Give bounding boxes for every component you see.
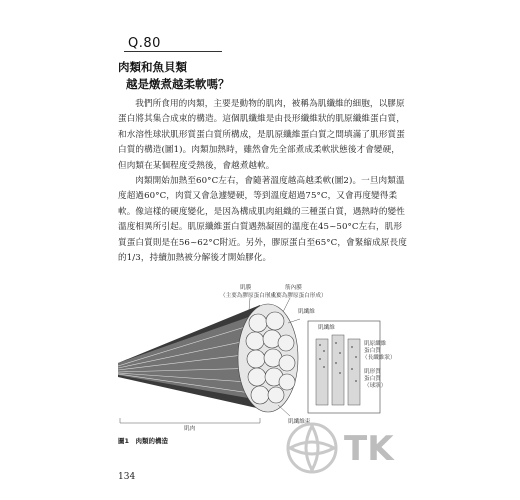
paragraph-2: 肉類開始加熱至60°C左右，會隨著溫度越高越柔軟(圖2)。一旦肉類溫度超過60°C，肉質又會急遽變硬，等到溫度超過75°C，又會再度變得柔軟。像這樣的硬度變化，是因為構成肌肉組織的三種蛋白質，遇熱時的變性溫度相異所引起。肌原纖維蛋白質遇熱凝固的溫度在45~50°C左右，肌形質蛋白質則是在56~62°C附近。另外，膠原蛋白至65°C，會緊縮成原長度的1/3，持續加熱被分解後才開始膠化。 xyxy=(118,176,407,264)
page-number: 134 xyxy=(118,472,136,482)
label-muscle: 肌肉 xyxy=(184,426,196,431)
label-bundle: 肌纖維束 xyxy=(288,419,311,425)
label-sarco-2: 蛋白質 xyxy=(364,376,381,382)
label-fiber: 肌纖維 xyxy=(298,309,315,315)
figure-caption: 圖1 肉類的構造 xyxy=(118,437,169,445)
label-membrane: 肌膜 xyxy=(240,285,252,291)
paragraph-1: 我們所食用的肉類，主要是動物的肌肉，被稱為肌纖維的細胞，以膠原蛋白將其集合成束的構造。這個肌纖維是由長形纖維狀的肌原纖維蛋白質，和水溶性球狀肌形質蛋白質所構成，是肌原纖維蛋白質之間填滿了肌形質蛋白質的構造(圖1)。肉類加熱時，雖然會先全部煮成柔軟狀態後才會變硬，但肉類在某個程度受熱後，會越煮越軟。 xyxy=(118,99,405,171)
label-myofibril-2: 蛋白質 xyxy=(364,348,381,354)
label-fiber-2: 肌纖維 xyxy=(318,325,335,331)
body-text xyxy=(118,97,408,266)
heading-line-1: 肉類和魚貝類 xyxy=(118,60,187,74)
label-membrane-sub: （主要為膠原蛋白形成） xyxy=(220,293,282,299)
tk-wordmark: TK xyxy=(344,429,394,469)
label-perimysium-sub: （主要為膠原蛋白形成） xyxy=(265,293,327,299)
label-myofibril-3: （長纖維狀） xyxy=(362,355,396,361)
heading-line-2: 越是燉煮越柔軟嗎？ xyxy=(126,77,230,91)
label-sarco: 肌形質 xyxy=(364,369,381,375)
question-rule xyxy=(124,51,222,52)
tk-emblem-icon xyxy=(288,424,336,472)
question-number: Q.80 xyxy=(128,36,161,51)
tk-watermark-logo xyxy=(284,418,404,478)
fiber-cross-section xyxy=(238,304,298,412)
label-perimysium: 筋內膜 xyxy=(285,285,302,291)
label-sarco-3: （球狀） xyxy=(364,383,387,389)
muscle-structure-figure xyxy=(110,283,430,431)
label-myofibril: 肌原纖維 xyxy=(364,341,387,347)
